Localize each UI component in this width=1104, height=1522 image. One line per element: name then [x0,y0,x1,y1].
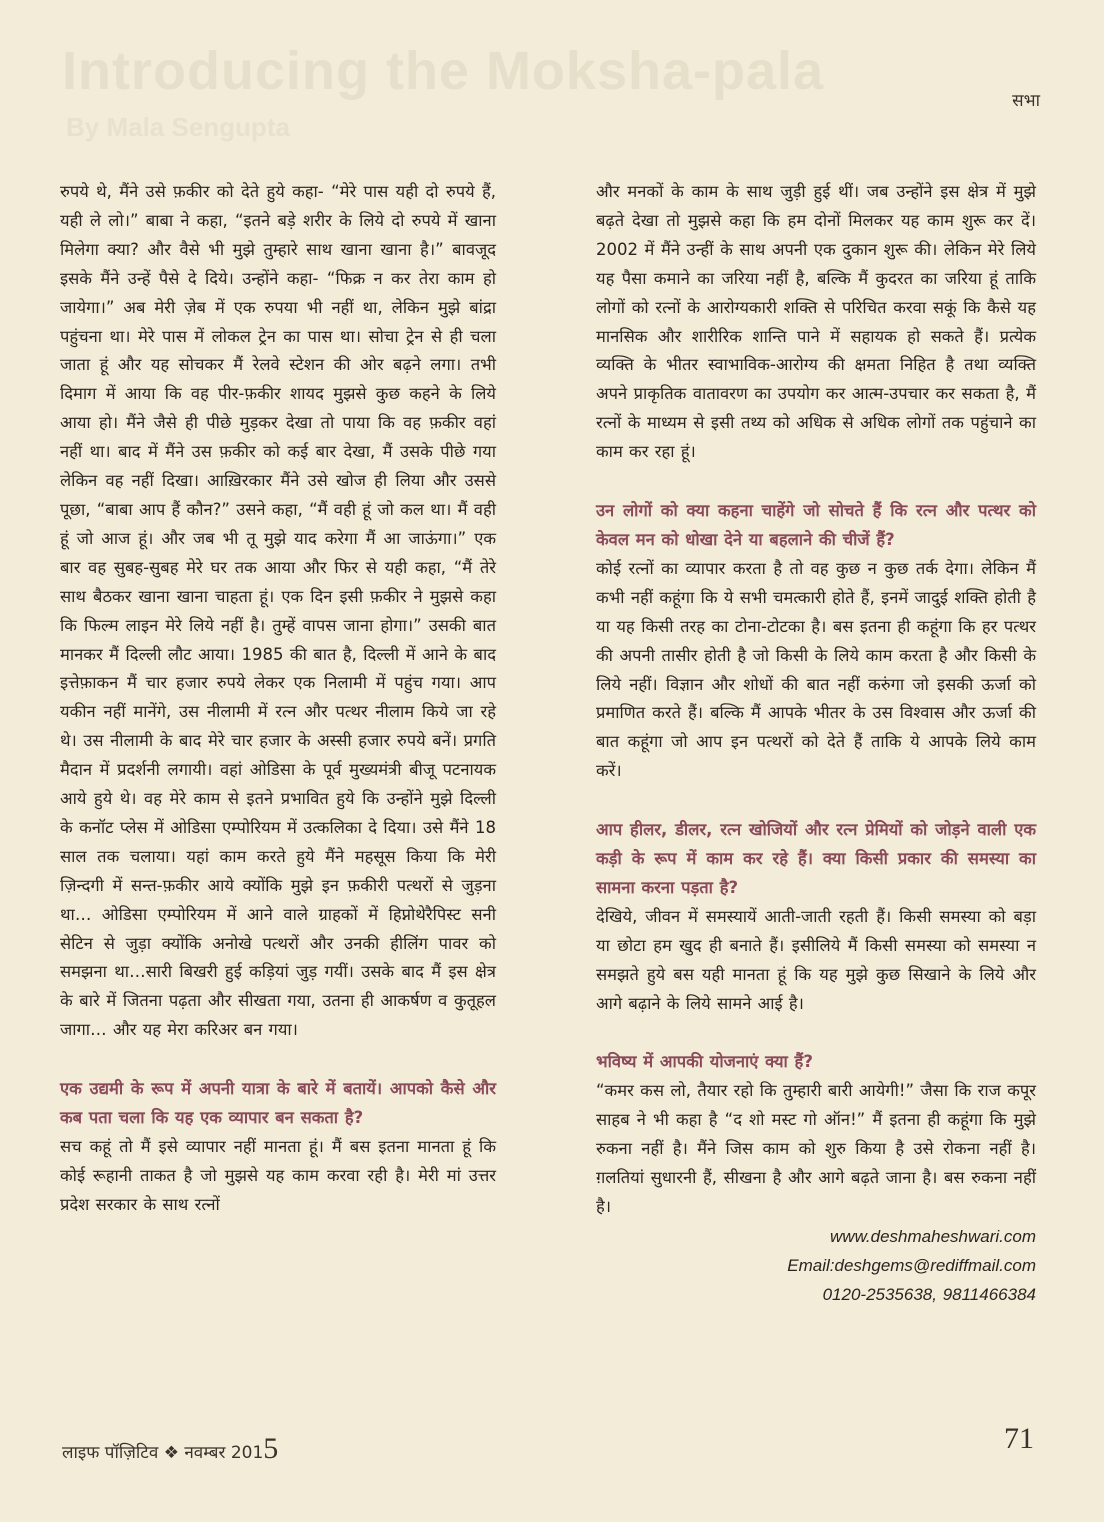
interview-question: भविष्य में आपकी योजनाएं क्या हैं? [596,1052,813,1072]
interview-question: एक उद्यमी के रूप में अपनी यात्रा के बारे में बतायें। आपको कैसे और कब पता चला कि यह एक व्यापार बन सकता है? [60,1079,496,1128]
ghost-byline: By Mala Sengupta [66,112,290,142]
section-label: सभा [1012,91,1040,111]
magazine-name: लाइफ पॉज़िटिव [62,1443,159,1463]
separator-icon: ❖ [163,1443,179,1463]
interview-question: उन लोगों को क्या कहना चाहेंगे जो सोचते हैं कि रत्न और पत्थर को केवल मन को धोखा देने या बहलाने की चीजें हैं? [596,501,1036,549]
right-column [596,178,1036,1309]
interview-answer: देखिये, जीवन में समस्यायें आती-जाती रहती हैं। किसी समस्या को बड़ा या छोटा हम खुद ही बनाते हैं। इसीलिये मैं किसी समस्या को समस्या न समझते हुये बस यही मानता हूं कि यह मुझे कुछ सिखाने के लिये और आगे बढ़ाने के लिये सामने आई है। [596,906,1036,1013]
interview-answer: कोई रत्नों का व्यापार करता है तो वह कुछ न कुछ तर्क देगा। लेकिन मैं कभी नहीं कहूंगा कि ये सभी चमत्कारी होते हैं, इनमें जादुई शक्ति होती है या यह किसी तरह का टोना-टोटका है। बस इतना ही कहूंगा कि हर पत्थर की अपनी तासीर होती है जो किसी के लिये काम करता है और किसी के लिये नहीं। विज्ञान और शोधों की बात नहीं करुंगा जो इसकी ऊर्जा को प्रमाणित करते हैं। बल्कि मैं आपके भीतर के उस विश्वास और ऊर्जा की बात कहूंगा जो आप इन पत्थरों को देते हैं ताकि ये आपके लिये काम करें। [596,558,1036,781]
body-paragraph: रुपये थे, मैंने उसे फ़कीर को देते हुये कहा- “मेरे पास यही दो रुपये हैं, यही ले लो।” बाबा ने कहा, “इतने बड़े शरीर के लिये दो रुपये में खाना मिलेगा क्या? और वैसे भी मुझे तुम्हारे साथ खाना खाना है।” बावजूद इसके मैंने उन्हें पैसे दे दिये। उन्होंने कहा- “फिक्र न कर तेरा काम हो जायेगा।” अब मेरी ज़ेब में एक रुपया भी नहीं था, लेकिन मुझे बांद्रा पहुंचना था। मेरे पास में लोकल ट्रेन का पास था। सोचा ट्रेन से ही चला जाता हूं और यह सोचकर मैं रेलवे स्टेशन की ओर बढ़ने लगा। तभी दिमाग में आया कि वह पीर-फ़कीर शायद मुझसे कुछ कहने के लिये आया हो। मैंने जैसे ही पीछे मुड़कर देखा तो पाया कि वह फ़कीर वहां नहीं था। बाद में मैंने उस फ़कीर को कई बार देखा, मैं उसके पीछे गया लेकिन वह नहीं दिखा। आख़िरकार मैंने उसे खोज ही लिया और उससे पूछा, “बाबा आप हैं कौन?” उसने कहा, “मैं वही हूं जो कल था। मैं वही हूं जो आज हूं। और जब भी तू मुझे याद करेगा मैं आ जाऊंगा।” एक बार वह सुबह-सुबह मेरे घर तक आया और फिर से यही कहा, “मैं तेरे साथ बैठकर खाना खाना चाहता हूं। एक दिन इसी फ़कीर ने मुझसे कहा कि फिल्म लाइन मेरे लिये नहीं है। तुम्हें वापस जाना होगा।” उसकी बात मानकर मैं दिल्ली लौट आया। 1985 की बात है, दिल्ली में आने के बाद इत्तेफ़ाकन मैं चार हजार रुपये लेकर एक निलामी में पहुंच गया। आप यकीन नहीं मानेंगे, उस नीलामी में रत्न और पत्थर नीलाम किये जा रहे थे। उस नीलामी के बाद मेरे चार हजार के अस्सी हजार रुपये बनें। प्रगति मैदान में प्रदर्शनी लगायी। वहां ओडिसा के पूर्व मुख्यमंत्री बीजू पटनायक आये हुये थे। वह मेरे काम से इतने प्रभावित हुये कि उन्होंने मुझे दिल्ली के कनॉट प्लेस में ओडिसा एम्पोरियम में उत्कलिका दे दिया। उसे मैंने 18 साल तक चलाया। यहां काम करते हुये मैंने महसूस किया कि मेरी ज़िन्दगी में सन्त-फ़कीर आये क्योंकि मुझे इन फ़कीरी पत्थरों से जुड़ना था… ओडिसा एम्पोरियम में आने वाले ग्राहकों में हिप्नोथेरैपिस्ट सनी सेटिन से जुड़ा क्योंकि अनोखे पत्थरों और उनकी हीलिंग पावर को समझना था…सारी बिखरी हुई कड़ियां जुड़ गयीं। उसके बाद मैं इस क्षेत्र के बारे में जितना पढ़ता और सीखता गया, उतना ही आकर्षण व कुतूहल जागा… और यह मेरा करिअर बन गया। [60,182,496,1040]
interview-answer: सच कहूं तो मैं इसे व्यापार नहीं मानता हूं। मैं बस इतना मानता हूं कि कोई रूहानी ताकत है जो मुझसे यह काम करवा रही है। मेरी मां उत्तर प्रदेश सरकार के साथ रत्नों [60,1137,496,1214]
issue-month: नवम्बर [184,1443,226,1463]
email-link[interactable]: Email:deshgems@rediffmail.com [787,1255,1036,1275]
left-column [60,178,496,1220]
ghost-headline: Introducing the Moksha-pala [62,41,825,101]
interview-question: आप हीलर, डीलर, रत्न खोजियों और रत्न प्रेमियों को जोड़ने वाली एक कड़ी के रूप में काम कर रहे हैं। क्या किसी प्रकार की समस्या का सामना करना पड़ता है? [596,820,1036,897]
contact-block [596,1222,1036,1309]
page-number: 71 [1004,1422,1034,1455]
body-paragraph: और मनकों के काम के साथ जुड़ी हुई थीं। जब उन्होंने इस क्षेत्र में मुझे बढ़ते देखा तो मुझसे कहा कि हम दोनों मिलकर यह काम शुरू कर दें। 2002 में मैंने उन्हीं के साथ अपनी एक दुकान शुरू की। लेकिन मेरे लिये यह पैसा कमाने का जरिया नहीं है, बल्कि मैं कुदरत का जरिया हूं ताकि लोगों को रत्नों के आरोग्यकारी शक्ति से परिचित करवा सकूं कि कैसे यह मानसिक और शारीरिक शान्ति पाने में सहायक हो सकते हैं। प्रत्येक व्यक्ति के भीतर स्वाभाविक-आरोग्य की क्षमता निहित है तथा व्यक्ति अपने प्राकृतिक वातावरण का उपयोग कर आत्म-उपचार कर सकता है, मैं रत्नों के माध्यम से इसी तथ्य को अधिक से अधिक लोगों तक पहुंचाने का काम कर रहा हूं। [596,182,1036,462]
issue-year: 2015 [230,1432,279,1465]
interview-answer: “कमर कस लो, तैयार रहो कि तुम्हारी बारी आयेगी!” जैसा कि राज कपूर साहब ने भी कहा है “द शो मस्ट गो ऑन!” मैं इतना ही कहूंगा कि मुझे रुकना नहीं है। मैंने जिस काम को शुरु किया है उसे रोकना नहीं है। ग़लतियां सुधारनी हैं, सीखना है और आगे बढ़ते जाना है। बस रुकना नहीं है। [596,1081,1036,1216]
footer-masthead [62,1432,278,1466]
phone-numbers: 0120-2535638, 9811466384 [822,1284,1036,1304]
website-link[interactable]: www.deshmaheshwari.com [830,1226,1036,1246]
